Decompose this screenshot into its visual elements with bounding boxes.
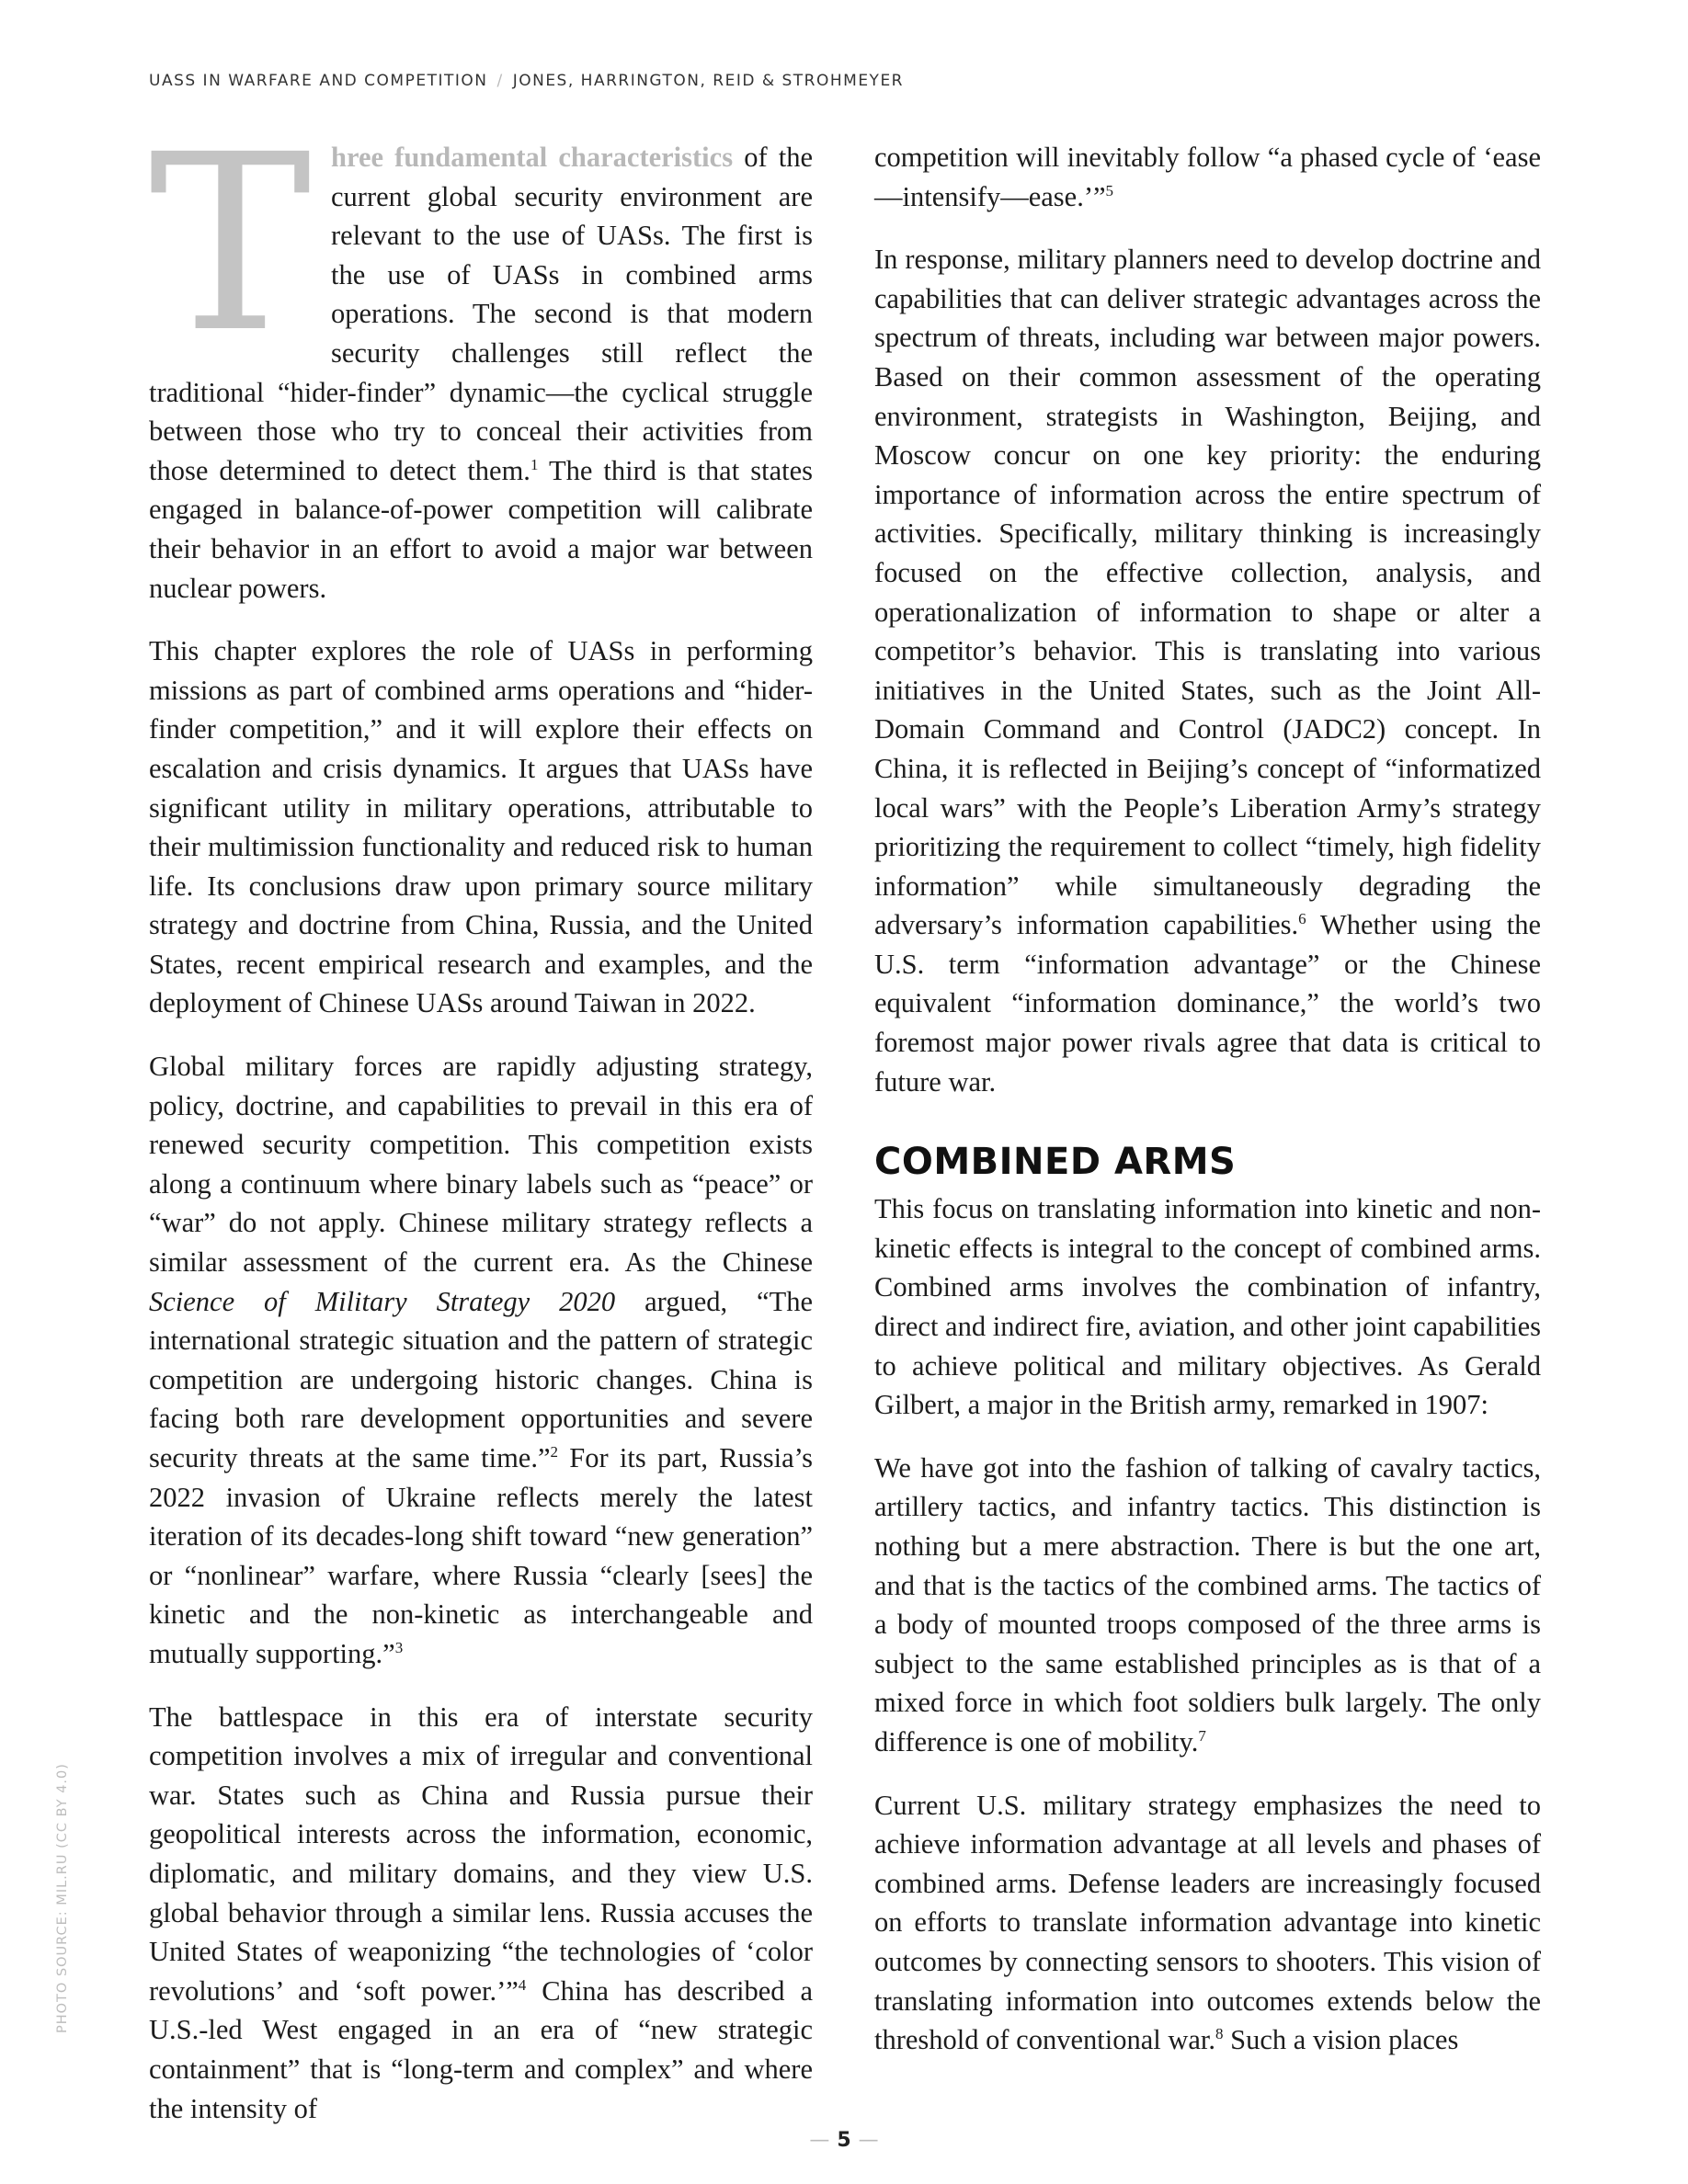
- paragraph: This focus on translating information into kinetic and non-kinetic effects is integral to the concept of combined arms. Combined arms involves the combination of infantry, direct and indirect fire, aviation, and other joint capabilities to achieve political and military objectives. As Gerald Gilbert, a major in the British army, remarked in 1907:: [874, 1193, 1541, 1421]
- footnote-ref-3[interactable]: 3: [394, 1638, 404, 1656]
- paragraph-text: Global military forces are rapidly adjusting strategy, policy, doctrine, and capabilities to prevail in this era of renewed security competition. This competition exists along a continuum where binary labels such as “peace” or “war” do not apply. Chinese military strategy reflects a similar assessment of the current era. As the Chinese: [149, 1051, 813, 1279]
- paragraph-text: The battlespace in this era of interstate security competition involves a mix of irregular and conventional war. States such as China and Russia pursue their geopolitical interests across the information, economic, diplomatic, and military domains, and they view U.S. global behavior through a similar lens. Russia accuses the United States of weaponizing “the technologies of ‘color revolutions’ and ‘soft power.’”: [149, 1701, 813, 2007]
- paragraph: [874, 240, 1541, 1101]
- block-quote: [874, 1449, 1541, 1762]
- right-column: [874, 138, 1541, 2084]
- paragraph-text: of the current global security environment are relevant to the use of UASs. The first is the use of UASs in combined arms operations. The second is that modern security challenges still reflect the traditional “hider-finder” dynamic—the cyclical struggle between those who try to conceal their activities from those determined to detect them.: [149, 142, 813, 486]
- paragraph: [149, 1047, 813, 1674]
- footnote-ref-1[interactable]: 1: [530, 455, 539, 473]
- italic-title: Science of Military Strategy 2020: [149, 1285, 616, 1317]
- paragraph-text: The third is that states engaged in balance-of-power competition will calibrate their behavior in an effort to avoid a major war between nuclear powers.: [149, 454, 814, 604]
- paragraph: [149, 1698, 813, 2129]
- left-column: [149, 103, 814, 2152]
- quote-text: We have got into the fashion of talking of cavalry tactics, artillery tactics, and infantry tactics. This distinction is nothing but a mere abstraction. There is but the one art, and that is the tactics of the combined arms. The tactics of a body of mounted troops composed of the three arms is subject to the same established principles as is that of a mixed force in which foot soldiers bulk largely. The only difference is one of mobility.: [874, 1451, 1541, 1757]
- authors: JONES, HARRINGTON, REID & STROHMEYER: [512, 72, 904, 90]
- drop-cap: T: [149, 103, 312, 386]
- paragraph-text: In response, military planners need to develop doctrine and capabilities that can deliver strategic advantages across the spectrum of threats, including war between major powers. Based on their common assessment of the operating environment, strategists in Washington, Beijing, and Moscow concur on one key priority: the enduring importance of information across the entire spectrum of activities. Specifically, military thinking is increasingly focused on the effective collection, analysis, and operationalization of information to shape or alter a competitor’s behavior. This is translating into various initiatives in the United States, such as the Joint All-Domain Command and Control (JADC2) concept. In China, it is reflected in Beijing’s concept of “informatized local wars” with the People’s Liberation Army’s strategy prioritizing the requirement to collect “timely, high fidelity information” while simultaneously degrading the adversary’s information capabilities.: [874, 244, 1541, 941]
- paragraph: [874, 138, 1541, 216]
- publication-title: UASS IN WARFARE AND COMPETITION: [149, 72, 488, 90]
- paragraph-text: China has described a U.S.-led West engaged in an era of “new strategic containment” that is “long-term and complex” and where the intensity of: [149, 1974, 813, 2124]
- header-separator: /: [496, 72, 504, 90]
- running-header: [149, 72, 904, 90]
- photo-credit: PHOTO SOURCE: MIL.RU (CC BY 4.0): [55, 1763, 70, 2033]
- footnote-ref-2[interactable]: 2: [550, 1442, 558, 1461]
- footnote-ref-6[interactable]: 6: [1298, 910, 1306, 928]
- paragraph-text: competition will inevitably follow “a phased cycle of ‘ease—intensify—ease.’”: [874, 142, 1541, 212]
- section-heading: COMBINED ARMS: [874, 1141, 1237, 1184]
- page-number: 5: [837, 2129, 851, 2152]
- opening-paragraph: [149, 103, 814, 608]
- footnote-ref-4[interactable]: 4: [518, 1975, 527, 1994]
- paragraph-text: argued, “The international strategic situation and the pattern of strategic competition are undergoing historic changes. China is facing both rare development opportunities and severe security threats at the same time.”: [149, 1285, 813, 1473]
- paragraph: This chapter explores the role of UASs in performing missions as part of combined arms operations and “hider-finder competition,” and it will explore their effects on escalation and crisis dynamics. It argues that UASs have significant utility in military operations, attributable to their multimission functionality and reduced risk to human life. Its conclusions draw upon primary source military strategy and doctrine from China, Russia, and the United States, recent empirical research and examples, and the deployment of Chinese UASs around Taiwan in 2022.: [149, 635, 813, 1019]
- lead-in-text: hree fundamental characteristics: [331, 142, 734, 173]
- page-dash-left: —: [809, 2129, 830, 2152]
- paragraph-text: Current U.S. military strategy emphasizes the need to achieve information advantage at all levels and phases of combined arms. Defense leaders are increasingly focused on efforts to translate information advantage into kinetic outcomes by connecting sensors to shooters. This vision of translating information into outcomes extends below the threshold of conventional war.: [874, 1789, 1541, 2056]
- paragraph-text: Such a vision places: [1223, 2024, 1459, 2056]
- page-number-footer: [0, 2129, 1688, 2152]
- footnote-ref-7[interactable]: 7: [1198, 1726, 1206, 1745]
- footnote-ref-5[interactable]: 5: [1105, 181, 1114, 199]
- paragraph-text: Whether using the U.S. term “information advantage” or the Chinese equivalent “information dominance,” the world’s two foremost major power rivals agree that data is critical to future war.: [874, 909, 1541, 1098]
- footnote-ref-8[interactable]: 8: [1215, 2024, 1224, 2042]
- paragraph-text: For its part, Russia’s 2022 invasion of Ukraine reflects merely the latest iteration of its decades-long shift toward “new generation” or “nonlinear” warfare, where Russia “clearly [sees] the kinetic and the non-kinetic as interchangeable and mutually supporting.”: [149, 1442, 813, 1669]
- paragraph: [874, 1786, 1541, 2060]
- page-dash-right: —: [858, 2129, 879, 2152]
